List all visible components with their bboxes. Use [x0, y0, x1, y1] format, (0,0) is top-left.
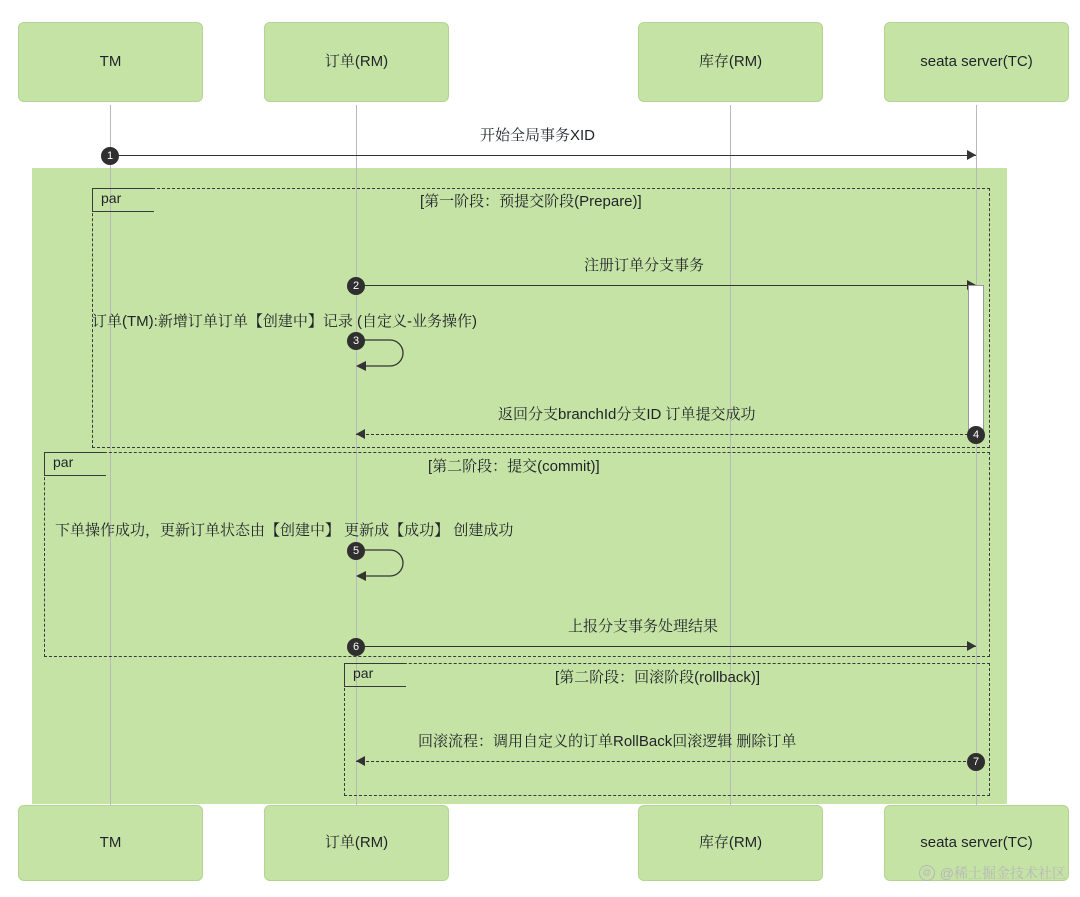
watermark-text: @稀土掘金技术社区	[939, 865, 1066, 881]
watermark	[919, 863, 1066, 883]
actor-label: seata server(TC)	[920, 834, 1033, 851]
message-arrow-6	[356, 646, 976, 647]
message-self-arrow-3	[356, 332, 416, 377]
sequence-marker-6: 6	[347, 638, 365, 656]
actor-label: 订单(RM)	[324, 834, 389, 851]
actor-label: TM	[99, 53, 122, 70]
activation-tc	[968, 285, 984, 437]
sequence-marker-2: 2	[347, 277, 365, 295]
message-arrowhead-7	[356, 756, 365, 766]
message-label-6: 上报分支事务处理结果	[568, 618, 719, 635]
message-label-5: 下单操作成功，更新订单状态由【创建中】 更新成【成功】 创建成功	[55, 522, 514, 539]
actor-label: 库存(RM)	[698, 53, 763, 70]
actor-bottom-order-rm	[264, 805, 449, 881]
message-label-4: 返回分支branchId分支ID 订单提交成功	[498, 406, 756, 423]
actor-top-stock-rm	[638, 22, 823, 102]
actor-top-order-rm	[264, 22, 449, 102]
sequence-marker-4: 4	[967, 426, 985, 444]
fragment-rollback-tag: par	[344, 663, 406, 687]
fragment-commit-label: [第二阶段：提交(commit)]	[428, 458, 600, 475]
sequence-marker-1: 1	[101, 147, 119, 165]
message-arrowhead-4	[356, 429, 365, 439]
watermark-icon: @	[919, 865, 935, 881]
message-arrowhead-1	[967, 150, 976, 160]
fragment-commit	[44, 452, 990, 657]
message-arrow-7	[356, 761, 976, 762]
fragment-prepare-tag: par	[92, 188, 154, 212]
fragment-prepare-label: [第一阶段：预提交阶段(Prepare)]	[420, 193, 642, 210]
actor-top-tm	[18, 22, 203, 102]
message-label-1: 开始全局事务XID	[480, 127, 596, 144]
actor-bottom-stock-rm	[638, 805, 823, 881]
message-arrow-2	[356, 285, 976, 286]
actor-label: seata server(TC)	[920, 53, 1033, 70]
message-label-2: 注册订单分支事务	[584, 257, 705, 274]
message-arrow-4	[356, 434, 968, 435]
message-label-7: 回滚流程：调用自定义的订单RollBack回滚逻辑 删除订单	[418, 733, 797, 750]
sequence-marker-7: 7	[967, 753, 985, 771]
actor-label: 库存(RM)	[698, 834, 763, 851]
message-arrow-1	[110, 155, 976, 156]
actor-label: 订单(RM)	[324, 53, 389, 70]
sequence-marker-5: 5	[347, 542, 365, 560]
message-label-3: 订单(TM):新增订单订单【创建中】记录 (自定义-业务操作)	[92, 313, 477, 330]
fragment-commit-tag: par	[44, 452, 106, 476]
fragment-rollback-label: [第二阶段：回滚阶段(rollback)]	[555, 669, 761, 686]
actor-top-tc	[884, 22, 1069, 102]
sequence-marker-3: 3	[347, 332, 365, 350]
actor-label: TM	[99, 834, 122, 851]
actor-bottom-tm	[18, 805, 203, 881]
message-self-arrow-5	[356, 542, 416, 587]
message-arrowhead-6	[967, 641, 976, 651]
